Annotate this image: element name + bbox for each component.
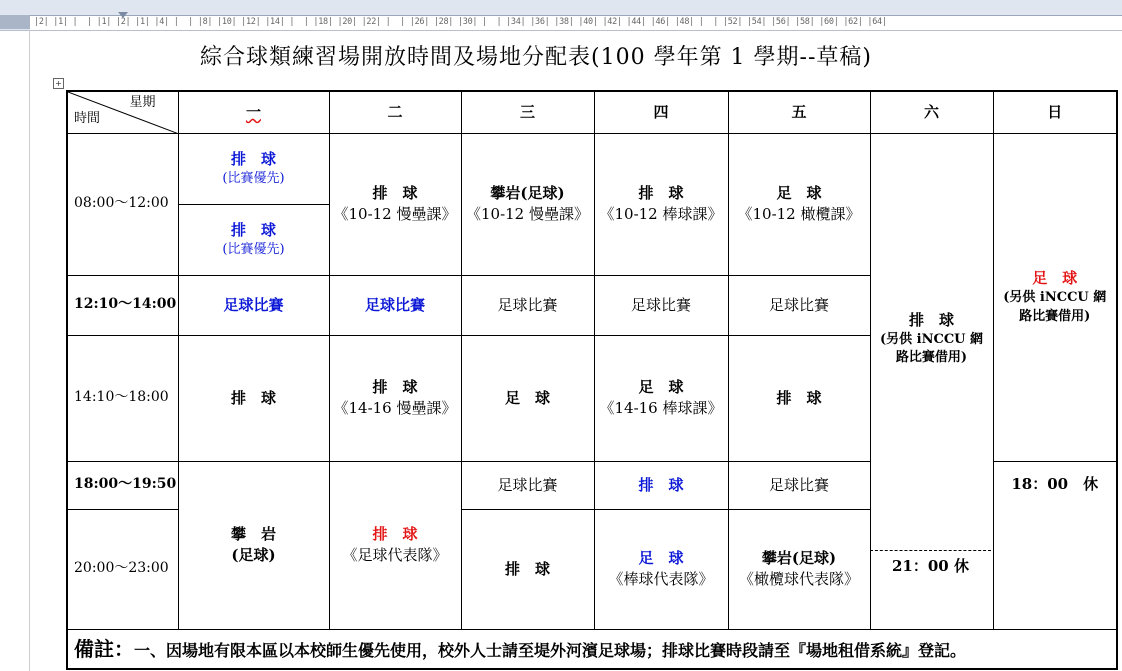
- day-header-thu: 四: [594, 91, 728, 133]
- ruler-top-strip: [0, 0, 1122, 14]
- cell-sun-end: 18：00 休: [993, 461, 1117, 629]
- cell-fri-eve-1: 足球比賽: [728, 461, 870, 509]
- page-title: 綜合球類練習場開放時間及場地分配表(100 學年第 1 學期--草稿): [200, 45, 873, 70]
- cell-mon-am-2: 排 球 (比賽優先): [178, 204, 329, 275]
- cell-mon-am-1: 排 球 (比賽優先): [178, 133, 329, 204]
- cell-tue-noon: 足球比賽: [329, 275, 461, 335]
- cell-thu-eve-2: 足 球 《棒球代表隊》: [594, 509, 728, 629]
- cell-wed-am: 攀岩(足球) 《10-12 慢壘課》: [461, 133, 594, 275]
- indent-marker-icon[interactable]: [118, 12, 128, 18]
- day-header-sat: 六: [870, 91, 993, 133]
- ruler-numbers: |2| |1| | | |1| |2| |1| |4| | | |8| |10| |12| |14| | | |18| |20| |22| | | |26| |28| |30| | | |34| |36| |38| |40| |42| |44| |46| |48| | | |52| |54| |56| |58| |60| |62| |64|: [34, 17, 887, 27]
- schedule-table: [66, 90, 1118, 670]
- table-move-handle-icon[interactable]: +: [53, 78, 64, 89]
- note-row: [67, 629, 1117, 669]
- time-cell-noon: 12:10～14:00: [67, 275, 178, 335]
- margin-line: [29, 30, 30, 671]
- cell-wed-noon: 足球比賽: [461, 275, 594, 335]
- note-text: 一、因場地有限本區以本校師生優先使用，校外人士請至堤外河濱足球場；排球比賽時段請至『場地租借系統』登記。: [134, 640, 967, 660]
- cell-wed-eve-1: 足球比賽: [461, 461, 594, 509]
- cell-thu-am: 排 球 《10-12 棒球課》: [594, 133, 728, 275]
- cell-wed-pm: 足 球: [461, 335, 594, 461]
- cell-tue-pm: 排 球 《14-16 慢壘課》: [329, 335, 461, 461]
- weekday-label: 星期: [129, 95, 156, 110]
- time-cell-evening-1: 18:00～19:50: [67, 461, 178, 509]
- sat-end-label: 21：00 休: [870, 550, 991, 576]
- day-header-mon: 一: [178, 91, 329, 133]
- note-label: 備註：: [74, 636, 134, 661]
- time-cell-afternoon: 14:10～18:00: [67, 335, 178, 461]
- cell-mon-pm: 排 球: [178, 335, 329, 461]
- cell-fri-noon: 足球比賽: [728, 275, 870, 335]
- day-header-fri: 五: [728, 91, 870, 133]
- day-header-sun: 日: [993, 91, 1117, 133]
- time-cell-evening-2: 20:00～23:00: [67, 509, 178, 629]
- cell-sun-main: 足 球 (另供 iNCCU 網 路比賽借用): [993, 133, 1117, 461]
- corner-header-cell: [67, 91, 178, 133]
- day-header-tue: 二: [329, 91, 461, 133]
- ruler: [0, 0, 1122, 31]
- time-label: 時間: [74, 111, 101, 127]
- ruler-margin-shade: [0, 15, 30, 29]
- cell-mon-noon: 足球比賽: [178, 275, 329, 335]
- time-cell-morning: 08:00～12:00: [67, 133, 178, 275]
- cell-mon-eve: 攀 岩 (足球): [178, 461, 329, 629]
- cell-fri-pm: 排 球: [728, 335, 870, 461]
- cell-thu-eve-1: 排 球: [594, 461, 728, 509]
- cell-tue-am: 排 球 《10-12 慢壘課》: [329, 133, 461, 275]
- cell-thu-pm: 足 球 《14-16 棒球課》: [594, 335, 728, 461]
- cell-thu-noon: 足球比賽: [594, 275, 728, 335]
- cell-wed-eve-2: 排 球: [461, 509, 594, 629]
- cell-sat-all-day: 排 球 (另供 iNCCU 網 路比賽借用): [870, 133, 993, 629]
- cell-fri-eve-2: 攀岩(足球) 《橄欖球代表隊》: [728, 509, 870, 629]
- day-header-wed: 三: [461, 91, 594, 133]
- cell-fri-am: 足 球 《10-12 橄欖課》: [728, 133, 870, 275]
- cell-tue-eve: 排 球 《足球代表隊》: [329, 461, 461, 629]
